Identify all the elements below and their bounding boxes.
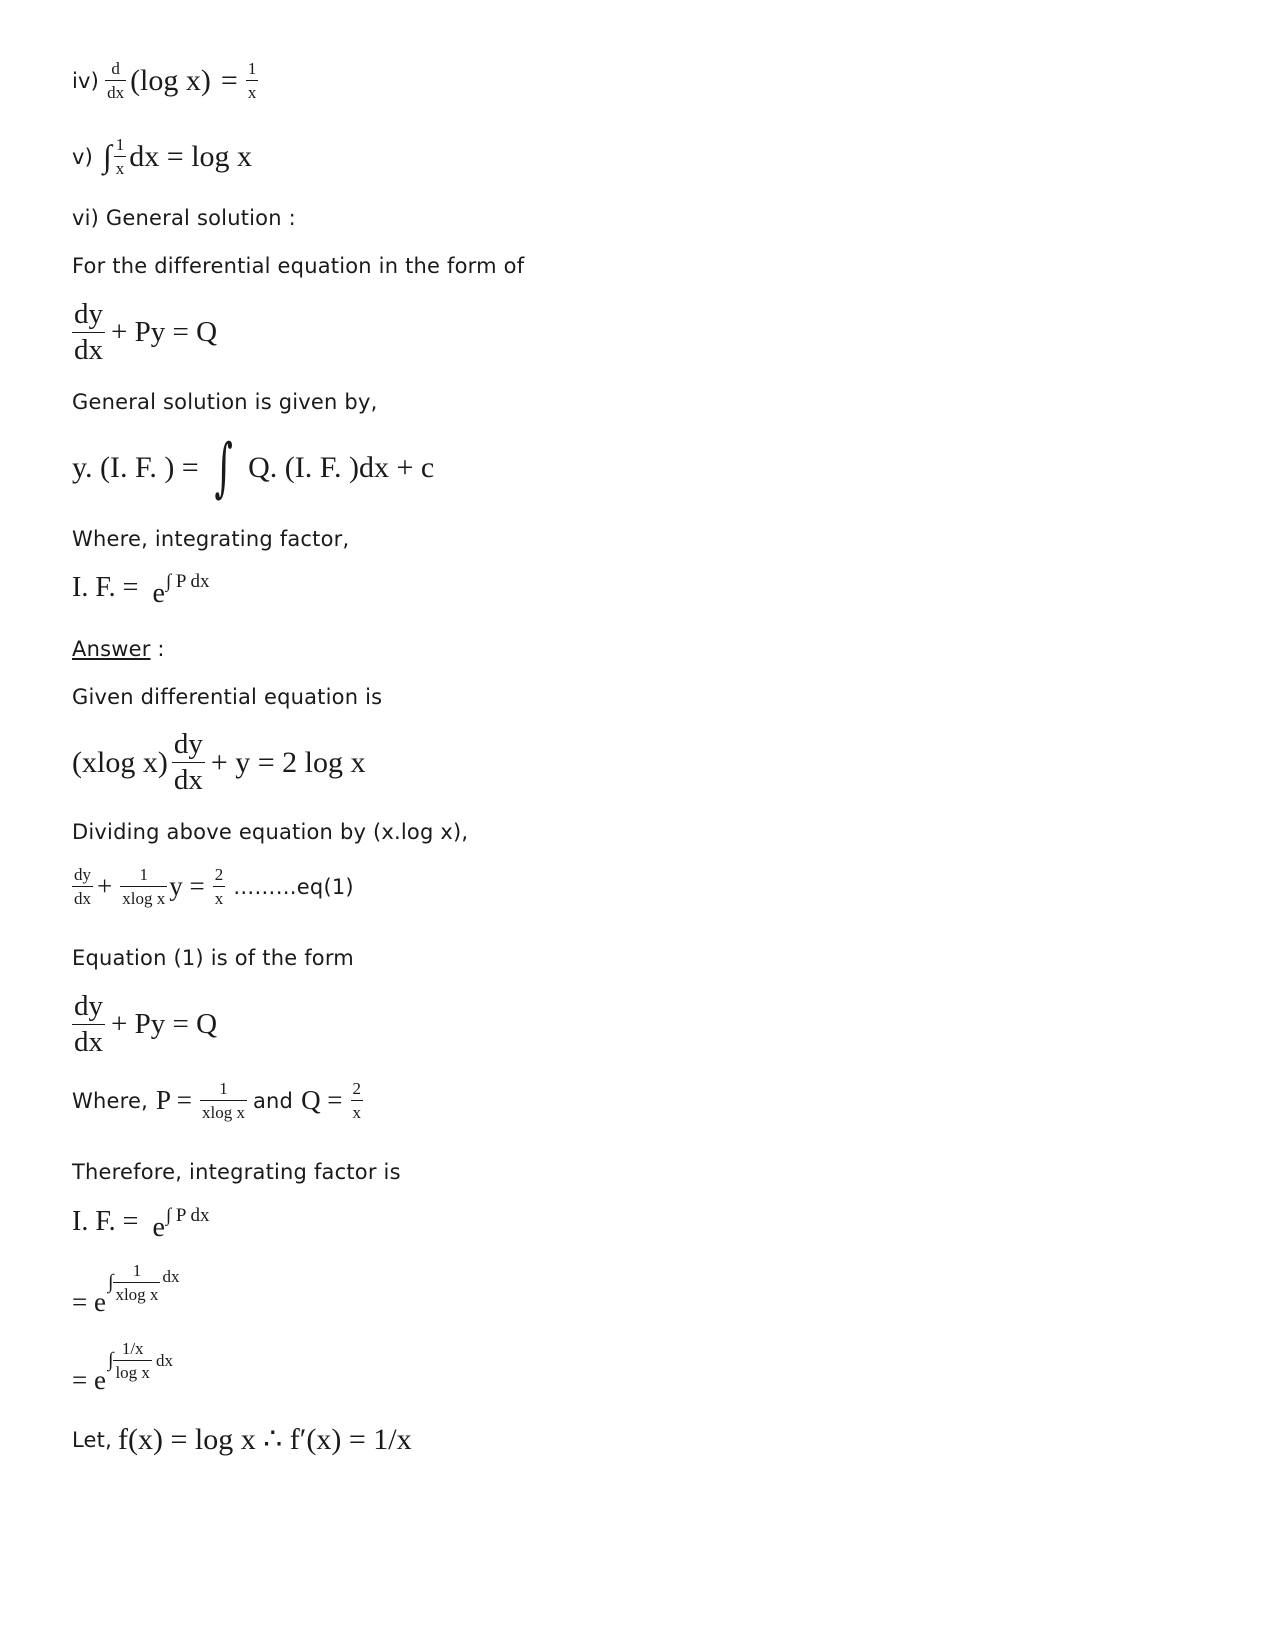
- fraction: [213, 866, 226, 907]
- math-expression: I. F. =: [72, 1206, 139, 1237]
- numerator: 1: [132, 1261, 142, 1280]
- fraction: [200, 1080, 247, 1121]
- numerator: 2: [352, 1079, 362, 1098]
- denominator: dx: [107, 83, 125, 102]
- differential: dx: [155, 1350, 173, 1370]
- paragraph: Equation (1) is of the form: [72, 946, 354, 970]
- given-equation: [72, 730, 366, 795]
- equation-tag: ………eq(1): [233, 874, 354, 899]
- fraction: [114, 136, 127, 177]
- numerator: dy: [74, 865, 91, 884]
- math-expression: y =: [169, 871, 205, 901]
- equation-linear-form-2: [72, 992, 217, 1057]
- denominator: xlog x: [115, 1285, 159, 1304]
- paragraph: Given differential equation is: [72, 685, 383, 709]
- derivative-fraction: [72, 300, 105, 365]
- let-label: Let,: [72, 1427, 112, 1452]
- math-expression: f(x) = log x ∴ f′(x) = 1/x: [117, 1423, 412, 1456]
- denominator: x: [214, 889, 224, 908]
- fraction: [113, 1340, 151, 1381]
- numerator: 1: [247, 59, 257, 78]
- numerator: d: [111, 59, 120, 78]
- numerator: 1/x: [121, 1339, 144, 1358]
- exponent: ∫ P dx: [165, 1205, 210, 1226]
- step-1: [72, 1261, 180, 1317]
- fraction: [351, 1080, 364, 1121]
- integrating-factor-formula: [72, 571, 210, 609]
- exponential-base: e: [152, 578, 165, 609]
- numerator: 1: [115, 135, 125, 154]
- math-expression: Q =: [301, 1085, 343, 1115]
- paragraph: Where, integrating factor,: [72, 527, 350, 551]
- numerator: dy: [74, 990, 103, 1022]
- integral-sign: ∫: [107, 1349, 114, 1371]
- line-iv: [72, 60, 258, 101]
- integrating-factor-formula-2: [72, 1205, 210, 1243]
- derivative-fraction: [72, 866, 93, 907]
- denominator: log x: [115, 1363, 150, 1382]
- answer-colon: :: [150, 637, 165, 661]
- where-label: Where,: [72, 1088, 148, 1113]
- denominator: x: [115, 159, 125, 178]
- paragraph: Dividing above equation by (x.log x),: [72, 820, 469, 844]
- paragraph: Therefore, integrating factor is: [72, 1160, 401, 1184]
- math-expression: (log x): [130, 63, 211, 97]
- numerator: dy: [173, 728, 203, 760]
- paragraph: General solution is given by,: [72, 390, 378, 414]
- denominator: x: [247, 83, 257, 102]
- integral-sign: ∫: [107, 1271, 114, 1293]
- and-label: and: [252, 1088, 294, 1113]
- math-expression: (xlog x): [72, 745, 168, 779]
- answer-label-line: [72, 637, 165, 661]
- fraction: [120, 866, 167, 907]
- denominator: xlog x: [201, 1103, 245, 1122]
- denominator: dx: [74, 1026, 103, 1058]
- integral-sign: ∫: [103, 138, 112, 174]
- answer-label: Answer: [72, 637, 151, 661]
- fraction: [113, 1262, 160, 1303]
- math-expression: + Py = Q: [111, 316, 218, 348]
- differential: dx: [162, 1266, 180, 1286]
- general-solution-formula: [72, 431, 435, 505]
- plus-sign: +: [97, 871, 113, 901]
- equals-sign: =: [220, 63, 238, 97]
- step-2: [72, 1339, 173, 1395]
- math-expression: + Py = Q: [111, 1008, 218, 1040]
- derivative-fraction: [172, 730, 205, 795]
- numerator: 1: [219, 1079, 228, 1098]
- paragraph: For the differential equation in the form of: [72, 254, 525, 278]
- derivative-fraction: [72, 992, 105, 1057]
- equation-1: [72, 866, 354, 907]
- exponent: ∫ P dx: [165, 571, 210, 592]
- math-expression: + y = 2 log x: [210, 745, 366, 779]
- item-label: v): [72, 144, 94, 169]
- general-solution-heading: vi) General solution :: [72, 206, 296, 230]
- where-p-q: [72, 1080, 363, 1121]
- numerator: 2: [214, 865, 224, 884]
- math-expression: I. F. =: [72, 572, 139, 603]
- math-expression: = e: [72, 1287, 106, 1317]
- math-expression: P =: [155, 1085, 192, 1115]
- denominator: dx: [173, 764, 203, 796]
- fraction: [246, 60, 259, 101]
- denominator: x: [352, 1103, 362, 1122]
- math-expression: dx = log x: [129, 139, 253, 173]
- math-expression: Q. (I. F. )dx + c: [248, 451, 435, 484]
- equation-linear-form: [72, 300, 217, 365]
- numerator: dy: [74, 298, 103, 330]
- denominator: xlog x: [122, 889, 166, 908]
- denominator: dx: [74, 889, 91, 908]
- derivative-operator: [105, 60, 126, 101]
- denominator: dx: [74, 334, 103, 366]
- integral-sign: ∫: [214, 431, 233, 505]
- numerator: 1: [139, 865, 148, 884]
- item-label: iv): [72, 68, 100, 93]
- math-expression: = e: [72, 1365, 106, 1395]
- math-expression: y. (I. F. ) =: [72, 451, 199, 484]
- let-line: [72, 1422, 412, 1457]
- line-v: [72, 136, 252, 177]
- exponential-base: e: [152, 1212, 165, 1243]
